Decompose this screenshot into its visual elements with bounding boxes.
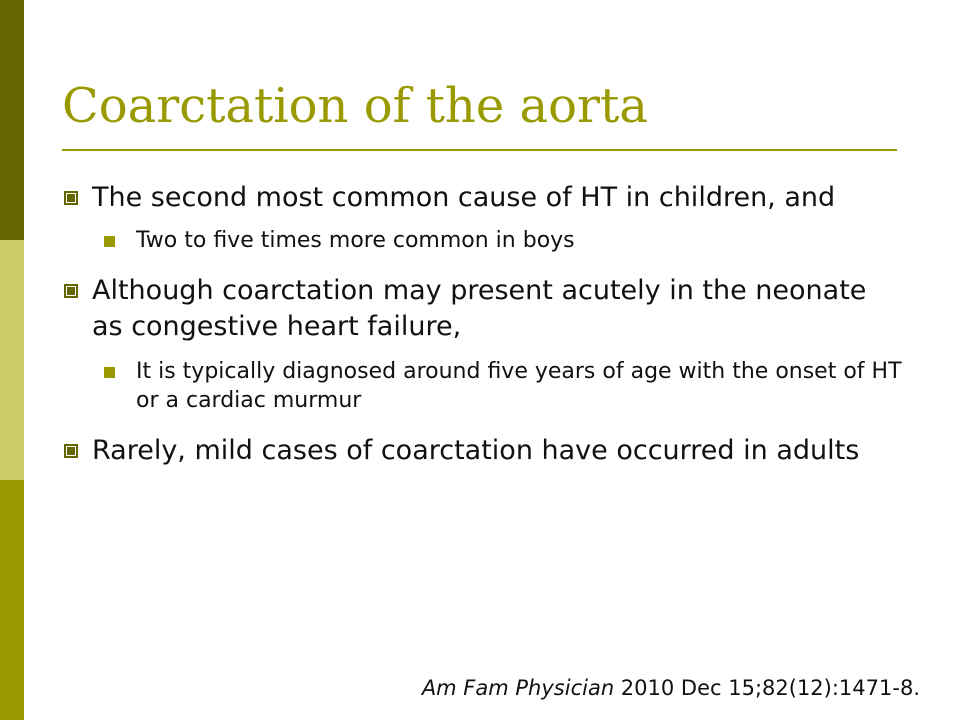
square-filled-icon — [104, 236, 115, 247]
bullet-1-sub — [62, 226, 902, 255]
bullet-3 — [62, 433, 902, 469]
square-outline-icon — [64, 284, 78, 298]
slide-title: Coarctation of the aorta — [62, 78, 648, 134]
bullet-2 — [62, 273, 902, 345]
square-filled-icon — [104, 367, 115, 378]
side-bar-dark — [0, 0, 24, 240]
square-outline-icon — [64, 191, 78, 205]
bullet-2-text: Although coarctation may present acutely in the neonate as congestive heart failure, — [92, 275, 867, 342]
citation-journal: Am Fam Physician — [421, 676, 615, 700]
bullet-2-sub — [62, 357, 902, 415]
square-outline-icon — [64, 444, 78, 458]
bullet-1-text: The second most common cause of HT in children, and — [92, 182, 836, 213]
bullet-1 — [62, 180, 902, 216]
bullet-1-sub-text: Two to five times more common in boys — [136, 228, 575, 253]
slide-content — [62, 180, 902, 469]
citation-details: 2010 Dec 15;82(12):1471-8. — [614, 676, 920, 700]
side-bar-light — [0, 240, 24, 480]
side-bar-mid — [0, 480, 24, 720]
citation — [422, 676, 920, 700]
bullet-2-sub-text: It is typically diagnosed around five years of age with the onset of HT or a cardiac murmur — [136, 359, 902, 413]
bullet-3-text: Rarely, mild cases of coarctation have occurred in adults — [92, 435, 860, 466]
title-underline — [62, 149, 897, 151]
